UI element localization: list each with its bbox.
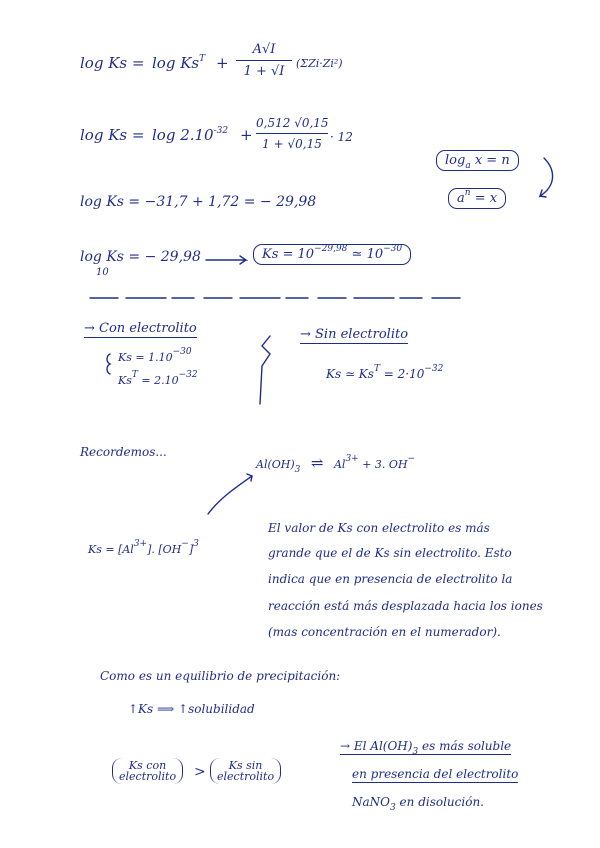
eq2-tail: · 12 — [330, 130, 353, 144]
ks-expression: $Ks = [Al^{3+}]$. $[OH^-]^3$ — [88, 539, 199, 556]
eq3: log Ks = −31,7 + 1,72 = − 29,98 — [80, 194, 317, 210]
paragraph-line-4: reacción está más desplazada hacia los iones — [268, 599, 543, 613]
eq1-plus: + — [216, 54, 229, 72]
aside-log-def: $\log_a x = n$ — [436, 150, 519, 171]
recall-reaction: $Al(OH)_3$ ⇌ $Al^{3+} + 3$. OH− — [256, 454, 416, 475]
curved-arrow — [208, 474, 252, 514]
compare-sin: Ks sin electrolito — [210, 758, 281, 784]
eq1-fraction: A√I 1 + √I — [236, 42, 292, 79]
paragraph-line-2: grande que el de Ks sin electrolito. Esto — [268, 546, 512, 560]
eq1-left: log Ks = — [80, 54, 145, 72]
con-kst: $Ks^T = 2.10^{-32}$ — [118, 370, 198, 387]
compare-con: Ks con electrolito — [112, 758, 183, 784]
eq1-tail: (ΣZi·Zi²) — [296, 57, 343, 70]
result-arrow — [206, 256, 246, 264]
sin-rel: Ks ≃ $Ks^T = 2\cdot 10^{-32}$ — [326, 364, 444, 381]
conclusion-line-1: → El $Al(OH)_3$ es más soluble — [340, 739, 512, 757]
compare-sign: > — [194, 764, 206, 780]
equilibrium-line-1: Como es un equilibrio de precipitación: — [100, 669, 341, 683]
eq2-fraction: 0,512 √0,15 1 + √0,15 — [256, 116, 329, 151]
conclusion-line-3: NaNO$_3$ en disolución. — [352, 795, 484, 813]
conclusion-line-2: en presencia del electrolito — [352, 767, 519, 781]
con-ks: $Ks = 1.10^{-30}$ — [118, 347, 192, 364]
aside-exp-def: $a^n = x$ — [448, 188, 506, 209]
eq4-boxed-result: $Ks = 10^{-29,98}$ ≃ $10^{-30}$ — [253, 244, 411, 265]
equilibrium-line-2: ↑Ks ⟹ ↑solubilidad — [128, 702, 255, 716]
eq4-subnote: 10 — [96, 267, 109, 278]
brace-divider — [260, 336, 270, 404]
paragraph-line-3: indica que en presencia de electrolito la — [268, 572, 513, 586]
eq2-mid: $\log 2.10^{-32}$ — [152, 126, 229, 144]
eq2-left: log Ks = — [80, 126, 145, 144]
con-electrolito-title: → Con electrolito — [84, 321, 197, 336]
paragraph-line-5: (mas concentración en el numerador). — [268, 625, 501, 639]
recall-label: Recordemos... — [80, 445, 167, 459]
eq4-left: log Ks = − 29,98 — [80, 249, 201, 265]
aside-arrow — [540, 158, 553, 197]
sin-electrolito-title: → Sin electrolito — [300, 327, 409, 342]
paragraph-line-1: El valor de Ks con electrolito es más — [268, 521, 490, 535]
eq2-plus: + — [240, 126, 253, 144]
eq1-mid: $\log Ks^T$ — [152, 54, 206, 72]
left-brace — [107, 354, 110, 374]
